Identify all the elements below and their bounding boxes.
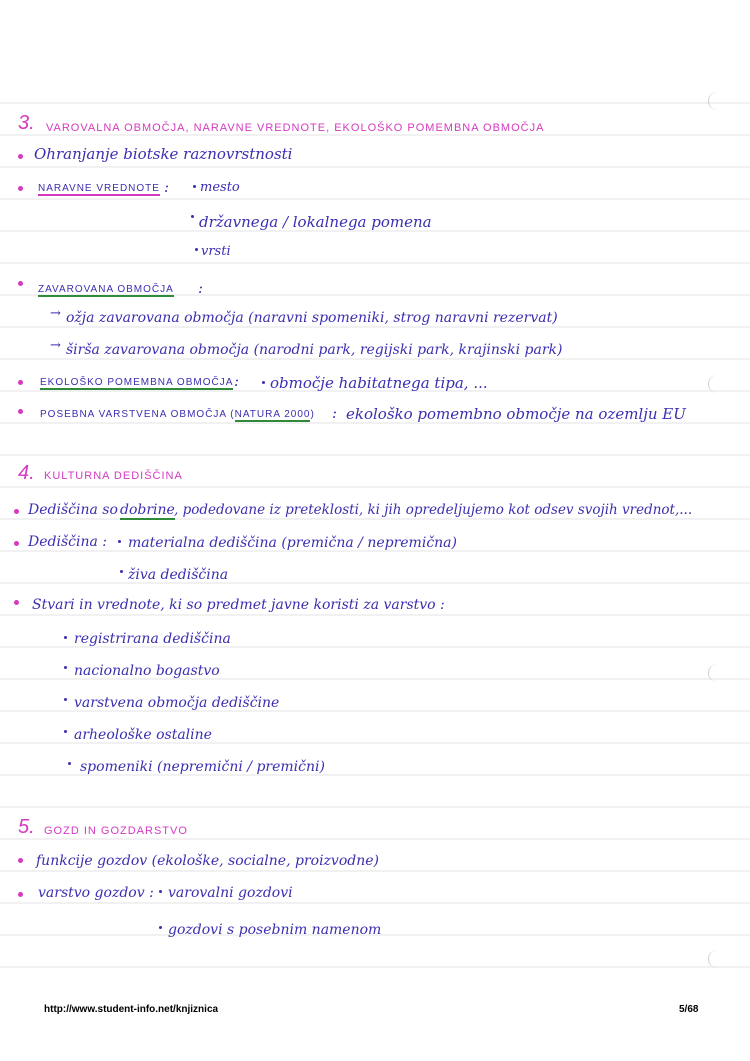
s3-colon: : (164, 178, 170, 196)
sub-bullet (262, 381, 265, 384)
arrow-icon: → (50, 306, 61, 321)
s4-heritage-type-item: živa dediščina (128, 567, 229, 583)
s3-bullet-biodiversity: Ohranjanje biotske raznovrstnosti (34, 145, 293, 163)
s4-heritage-def-word: dobrine (120, 502, 175, 518)
bullet (18, 281, 23, 286)
bullet (18, 409, 23, 414)
bullet (18, 186, 23, 191)
s4-public-benefit-item: registrirana dediščina (74, 631, 231, 647)
sub-bullet (159, 890, 162, 893)
bullet (14, 600, 19, 605)
bullet (18, 858, 23, 863)
s3-natura-close-paren: ) (310, 409, 315, 420)
s5-forest-protection-label: varstvo gozdov : (38, 885, 154, 901)
s4-public-benefit-item: nacionalno bogastvo (74, 663, 220, 679)
section-4-number: 4. (18, 462, 35, 484)
s4-heritage-types-label: Dediščina : (28, 534, 107, 550)
bullet (14, 541, 19, 546)
arrow-icon: → (50, 338, 61, 353)
s4-public-benefit-intro: Stvari in vrednote, ki so predmet javne koristi za varstvo : (32, 597, 445, 613)
binder-hole-mark (708, 950, 719, 968)
s3-natural-value-item: državnega / lokalnega pomena (199, 213, 432, 231)
s4-public-benefit-item: arheološke ostaline (74, 727, 212, 743)
footer-url[interactable]: http://www.student-info.net/knjiznica (44, 1004, 219, 1015)
s3-ecological-areas-text: območje habitatnega tipa, ... (270, 374, 488, 392)
s5-forest-protection-item: gozdovi s posebnim namenom (168, 922, 382, 938)
sub-bullet (68, 762, 71, 765)
sub-bullet (193, 185, 196, 188)
binder-hole-mark (708, 375, 719, 393)
section-5-number: 5. (18, 816, 35, 838)
sub-bullet (64, 730, 67, 733)
s5-forest-functions: funkcije gozdov (ekološke, socialne, proizvodne) (36, 853, 379, 869)
s3-natural-value-item: vrsti (201, 244, 231, 259)
s3-natura-underlined: NATURA 2000 (234, 409, 311, 420)
s3-special-areas-label: POSEBNA VARSTVENA OBMOČJA (NATURA 2000) (40, 409, 315, 420)
s3-special-areas-text: ekološko pomembno območje na ozemlju EU (346, 405, 686, 423)
sub-bullet (64, 666, 67, 669)
bullet (18, 380, 23, 385)
bullet (18, 154, 23, 159)
sub-bullet (191, 215, 194, 218)
s3-protected-area-item: širša zavarovana območja (narodni park, regijski park, krajinski park) (66, 342, 563, 358)
s4-heritage-type-item: materialna dediščina (premična / nepremična) (128, 535, 457, 551)
s5-forest-protection-item: varovalni gozdovi (168, 885, 293, 901)
sub-bullet (118, 540, 121, 543)
section-3-title: VAROVALNA OBMOČJA, NARAVNE VREDNOTE, EKOLOŠKO POMEMBNA OBMOČJA (46, 122, 545, 134)
s4-heritage-def-a: Dediščina so (28, 502, 118, 518)
sub-bullet (195, 248, 198, 251)
s3-natural-value-item: mesto (200, 180, 240, 195)
sub-bullet (64, 698, 67, 701)
sub-bullet (159, 926, 162, 929)
sub-bullet (64, 636, 67, 639)
s3-protected-areas-label: ZAVAROVANA OBMOČJA (38, 284, 174, 295)
sub-bullet (120, 570, 123, 573)
s4-public-benefit-item: spomeniki (nepremični / premični) (80, 759, 325, 775)
s3-protected-area-item: ožja zavarovana območja (naravni spomeniki, strog naravni rezervat) (66, 310, 558, 326)
s3-colon: : (332, 404, 338, 422)
s3-colon: : (198, 279, 204, 297)
bullet (14, 509, 19, 514)
s3-ecological-areas-label: EKOLOŠKO POMEMBNA OBMOČJA (40, 377, 234, 388)
s3-natural-values-label: NARAVNE VREDNOTE (38, 183, 160, 194)
s4-public-benefit-item: varstvena območja dediščine (74, 695, 280, 711)
section-5-title: GOZD IN GOZDARSTVO (44, 825, 188, 837)
binder-hole-mark (708, 92, 719, 110)
footer-page-number: 5/68 (679, 1004, 699, 1015)
section-3-number: 3. (18, 112, 35, 134)
s4-heritage-def-b: , podedovane iz preteklosti, ki jih opredeljujemo kot odsev svojih vrednot,... (174, 502, 693, 518)
section-4-title: KULTURNA DEDIŠČINA (44, 470, 183, 482)
binder-hole-mark (708, 664, 719, 682)
s3-colon: : (234, 372, 240, 390)
bullet (18, 892, 23, 897)
